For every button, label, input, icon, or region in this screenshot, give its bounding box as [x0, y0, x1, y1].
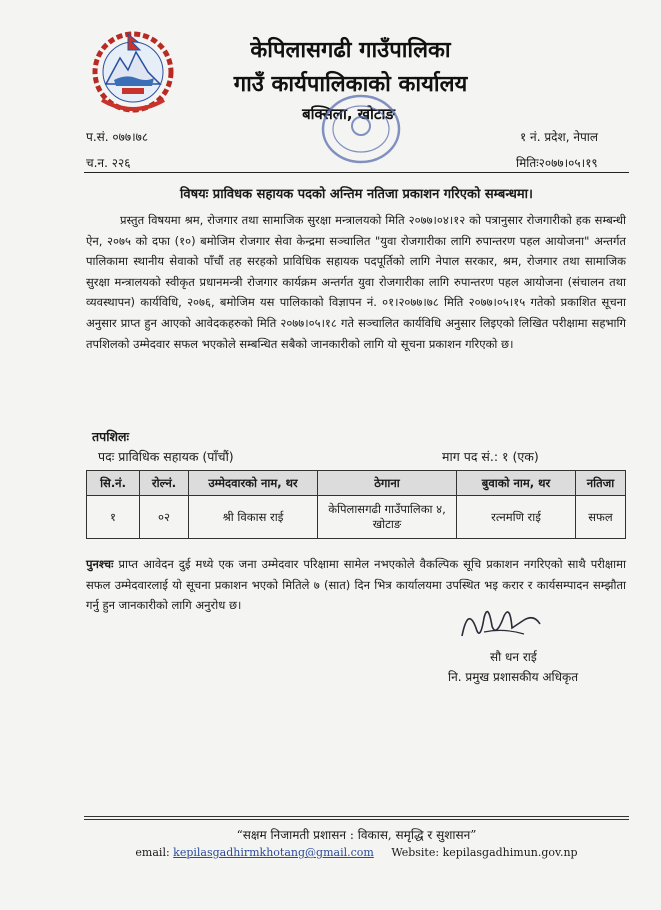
body-paragraph: प्रस्तुत विषयमा श्रम, रोजगार तथा सामाजिक सुरक्षा मन्त्रालयको मिति २०७७।०४।१२ को पत्रानुसार रोजगारीको हक सम्बन्धी ऐन, २०७५ को दफा (१०) बमोजिम रोजगार सेवा केन्द्रमा सञ्चालित "युवा रोजगारीका लागि रुपान्तरण पहल आयोजना" अन्तर्गत पालिकामा स्थानीय सेवाको पाँचौं तह सरहको प्राविधिक सहायक पदपूर्तिको लागि नेपाल सरकार, श्रम, रोजगार तथा सामाजिक सुरक्षा मन्त्रालयको स्वीकृत प्रधानमन्त्री रोजगार कार्यक्रम अन्तर्गत युवा रोजगारीका लागि रुपान्तरण पहल आयोजना (संचालन तथा व्यवस्थापन) कार्यविधि, २०७६, बमोजिम यस पालिकाको विज्ञापन नं. ०१।२०७७।७८ मिति २०७७।०५।१५ गतेको प्रकाशित सूचना अनुसार प्राप्त हुन आएको आवेदकहरुको मिति २०७७।०५।१८ गते सञ्चालित कार्यविधि अनुसार लिइएको लिखित परीक्षामा सहभागि तपशिलको उम्मेदवार सफल भएकोले सम्बन्धित सबैको जानकारीको लागि यो सूचना प्रकाशन गरिएको छ।	[86, 213, 626, 351]
table-row	[87, 496, 626, 539]
note-text: प्राप्त आवेदन दुई मध्ये एक जना उम्मेदवार परिक्षामा सामेल नभएकोले वैकल्पिक सूचि प्रकाशन नगरिएको साथै परीक्षामा सफल उम्मेदवारलाई यो सूचना प्रकाशन भएको मितिले ७ (सात) दिन भित्र कार्यालयमा उपस्थित भइ करार र कार्यसम्पादन सम्झौता गर्नु हुन जानकारीको लागि अनुरोध छ।	[86, 557, 626, 613]
letter-date: मितिः२०७७।०५।१९	[516, 156, 598, 170]
result-table	[86, 470, 626, 539]
table-header-row	[87, 471, 626, 496]
header-sn: सि.नं.	[87, 471, 140, 496]
cell-sn: १	[87, 496, 140, 539]
email-label: email:	[135, 846, 170, 859]
cell-result: सफल	[576, 496, 626, 539]
office-name: गाउँ कार्यपालिकाको कार्यालय	[233, 72, 468, 97]
details-label: तपशिलः	[92, 429, 129, 444]
dispatch-number: च.न. २२६	[86, 156, 131, 170]
footer-contact	[84, 846, 629, 859]
website-label: Website:	[391, 846, 440, 859]
header-address: ठेगाना	[318, 471, 457, 496]
footer-divider-thin	[84, 819, 629, 820]
office-place: बक्सिला, खोटाङ	[302, 105, 395, 123]
header-roll: रोल्नं.	[140, 471, 189, 496]
signatory-name: सौ धन राई	[490, 650, 537, 664]
signature-icon	[454, 598, 544, 648]
note-label: पुनश्चः	[86, 557, 114, 571]
post-label: पदः प्राविधिक सहायक (पाँचौं)	[98, 449, 234, 464]
office-seal-icon	[318, 90, 404, 168]
letter-number: प.सं. ०७७।७८	[86, 130, 149, 144]
footer-motto: “सक्षम निजामती प्रशासन : विकास, समृद्धि र सुशासन”	[236, 828, 477, 842]
header-name: उम्मेदवारको नाम, थर	[189, 471, 318, 496]
subject-line: विषयः प्राविधक सहायक पदको अन्तिम नतिजा प्रकाशन गरिएको सम्बन्धमा।	[180, 187, 533, 202]
org-name: केपिलासगढी गाउँपालिका	[250, 38, 451, 63]
cell-address: केपिलासगढी गाउँपालिका ४, खोटाङ	[318, 496, 457, 539]
cell-name: श्री विकास राई	[189, 496, 318, 539]
header-result: नतिजा	[576, 471, 626, 496]
cell-father: रत्नमणि राई	[457, 496, 576, 539]
email-link[interactable]: kepilasgadhirmkhotang@gmail.com	[173, 846, 374, 859]
header-father: बुवाको नाम, थर	[457, 471, 576, 496]
header-divider	[84, 172, 629, 173]
signatory-title: नि. प्रमुख प्रशासकीय अधिकृत	[448, 670, 579, 684]
vacancy-label: माग पद सं.: १ (एक)	[442, 449, 539, 464]
website-link[interactable]: kepilasgadhimun.gov.np	[442, 846, 578, 859]
cell-roll: ०२	[140, 496, 189, 539]
province: १ नं. प्रदेश, नेपाल	[520, 130, 599, 144]
footer-divider	[84, 816, 629, 817]
postscript-note	[86, 554, 626, 616]
